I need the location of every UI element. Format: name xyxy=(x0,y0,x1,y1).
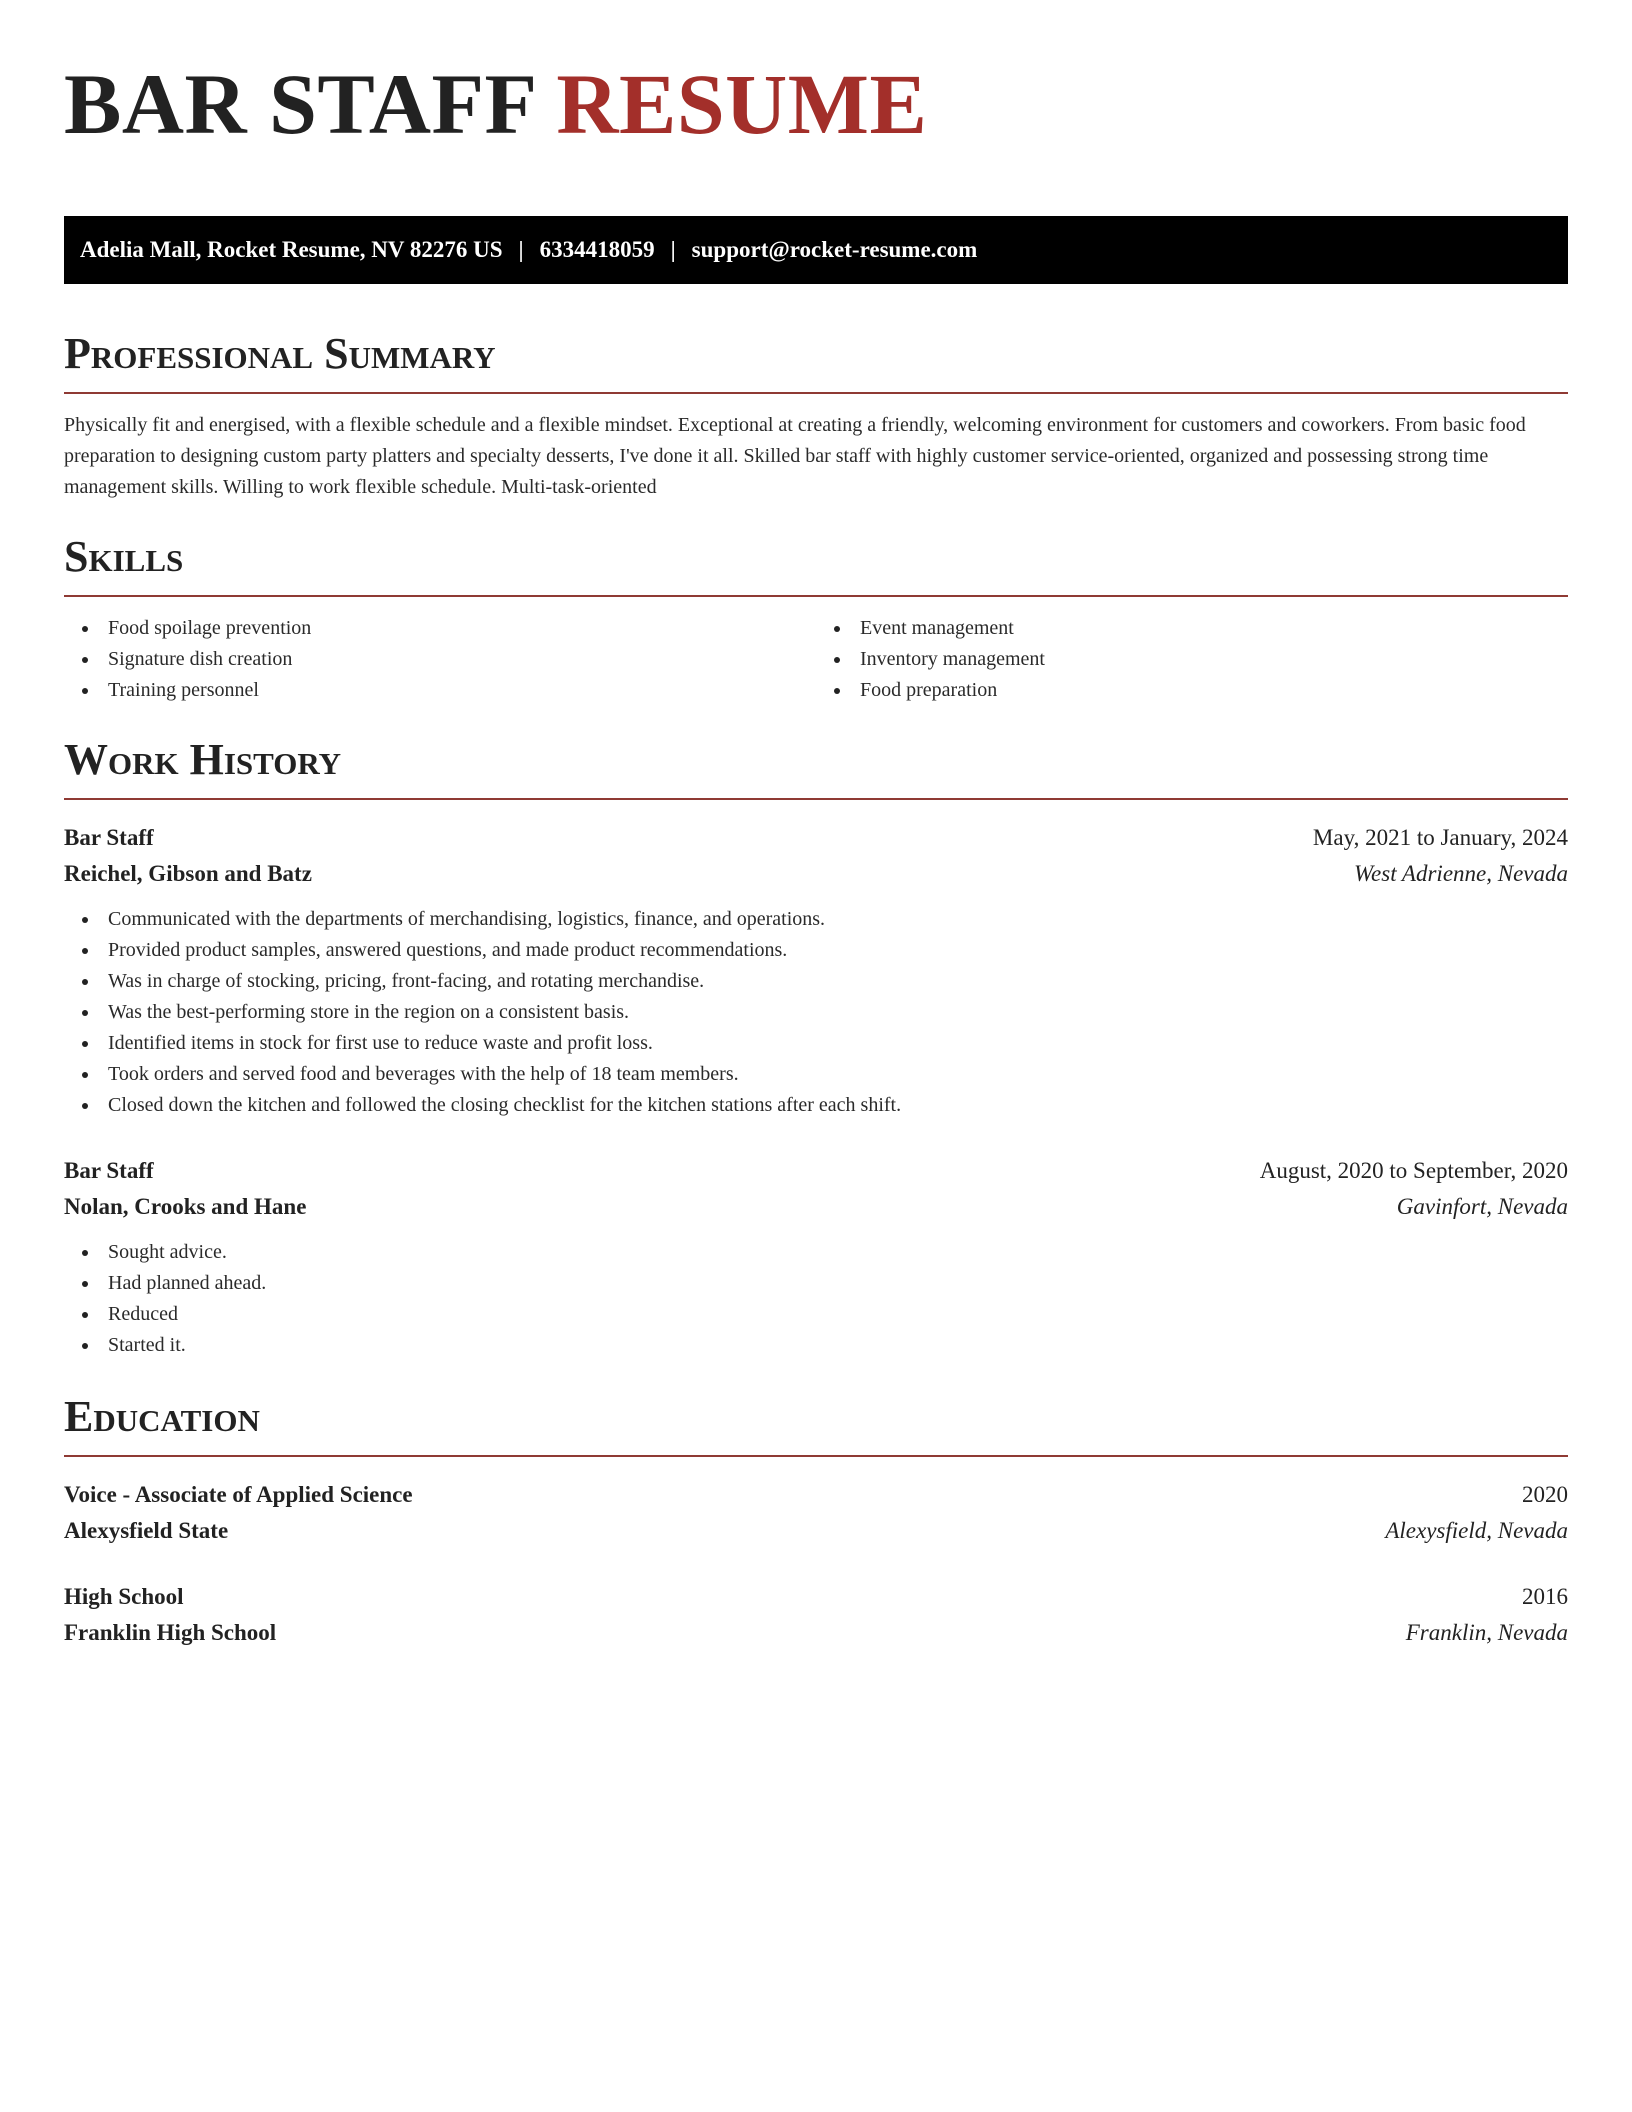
job-duty-item: Provided product samples, answered questions, and made product recommendations. xyxy=(64,935,1568,966)
job-duty-item: Reduced xyxy=(64,1299,1568,1330)
education-degree-row xyxy=(64,1477,1568,1513)
skill-item: Event management xyxy=(816,613,1568,644)
job-dates: August, 2020 to September, 2020 xyxy=(1259,1158,1568,1183)
skill-item: Inventory management xyxy=(816,644,1568,675)
education-section xyxy=(64,1391,1568,1651)
work-history-heading: Work History xyxy=(64,735,342,784)
contact-phone: 6334418059 xyxy=(539,237,655,262)
summary-heading: Professional Summary xyxy=(64,329,496,378)
title-accent: RESUME xyxy=(556,56,928,152)
skill-item: Training personnel xyxy=(64,675,816,706)
education-year: 2020 xyxy=(1522,1482,1568,1507)
summary-text: Physically fit and energised, with a flexible schedule and a flexible mindset. Exceptional at creating a friendly, welcoming environment for customers and coworkers. From basic food preparation to designing custom party platters and specialty desserts, I've done it all. Skilled bar staff with highly customer service-oriented, organized and possessing strong time management skills. Willing to work flexible schedule. Multi-task-oriented xyxy=(64,414,1526,498)
skills-list-left xyxy=(64,613,816,706)
job-dates: May, 2021 to January, 2024 xyxy=(1312,825,1568,850)
education-location: Alexysfield, Nevada xyxy=(1385,1518,1568,1543)
job-duty-item: Sought advice. xyxy=(64,1237,1568,1268)
job-company: Reichel, Gibson and Batz xyxy=(64,861,312,886)
job-entry xyxy=(64,820,1568,1121)
education-degree: Voice - Associate of Applied Science xyxy=(64,1482,413,1507)
job-location: Gavinfort, Nevada xyxy=(1396,1194,1568,1219)
job-duties-list xyxy=(64,904,1568,1121)
skill-item: Signature dish creation xyxy=(64,644,816,675)
skills-column-left xyxy=(64,613,816,706)
contact-bar xyxy=(64,216,1568,284)
job-title: Bar Staff xyxy=(64,1158,154,1183)
contact-separator: | xyxy=(518,237,524,262)
skill-item: Food spoilage prevention xyxy=(64,613,816,644)
job-duty-item: Closed down the kitchen and followed the closing checklist for the kitchen stations after each shift. xyxy=(64,1090,1568,1121)
education-school: Alexysfield State xyxy=(64,1518,229,1543)
title-primary: BAR STAFF xyxy=(64,56,535,152)
job-duties-list xyxy=(64,1237,1568,1361)
job-duty-item: Communicated with the departments of merchandising, logistics, finance, and operations. xyxy=(64,904,1568,935)
education-school-row xyxy=(64,1615,1568,1651)
job-duty-item: Was the best-performing store in the region on a consistent basis. xyxy=(64,997,1568,1028)
education-heading: Education xyxy=(64,1392,260,1441)
job-title: Bar Staff xyxy=(64,825,154,850)
skills-list-right xyxy=(816,613,1568,706)
job-header-row xyxy=(64,820,1568,856)
skills-heading: Skills xyxy=(64,532,184,581)
skills-column-right xyxy=(816,613,1568,706)
contact-separator: | xyxy=(670,237,676,262)
skill-item: Food preparation xyxy=(816,675,1568,706)
education-school: Franklin High School xyxy=(64,1620,277,1645)
job-company-row xyxy=(64,1189,1568,1225)
skills-section xyxy=(64,531,1568,706)
section-divider xyxy=(64,392,1568,394)
education-degree: High School xyxy=(64,1584,184,1609)
job-duty-item: Took orders and served food and beverages with the help of 18 team members. xyxy=(64,1059,1568,1090)
summary-section xyxy=(64,328,1568,503)
contact-email: support@rocket-resume.com xyxy=(691,237,978,262)
job-company: Nolan, Crooks and Hane xyxy=(64,1194,307,1219)
education-year: 2016 xyxy=(1522,1584,1568,1609)
job-duty-item: Started it. xyxy=(64,1330,1568,1361)
section-divider xyxy=(64,798,1568,800)
job-entry xyxy=(64,1153,1568,1361)
skills-grid xyxy=(64,613,1568,706)
job-duty-item: Identified items in stock for first use to reduce waste and profit loss. xyxy=(64,1028,1568,1059)
job-duty-item: Was in charge of stocking, pricing, front-facing, and rotating merchandise. xyxy=(64,966,1568,997)
resume-title xyxy=(64,56,1568,152)
work-history-section xyxy=(64,734,1568,1361)
job-header-row xyxy=(64,1153,1568,1189)
education-location: Franklin, Nevada xyxy=(1405,1620,1568,1645)
job-location: West Adrienne, Nevada xyxy=(1354,861,1568,886)
job-duty-item: Had planned ahead. xyxy=(64,1268,1568,1299)
contact-address: Adelia Mall, Rocket Resume, NV 82276 US xyxy=(80,237,503,262)
education-school-row xyxy=(64,1513,1568,1549)
education-entry xyxy=(64,1579,1568,1651)
section-divider xyxy=(64,1455,1568,1457)
education-entry xyxy=(64,1477,1568,1549)
education-degree-row xyxy=(64,1579,1568,1615)
job-company-row xyxy=(64,856,1568,892)
section-divider xyxy=(64,595,1568,597)
